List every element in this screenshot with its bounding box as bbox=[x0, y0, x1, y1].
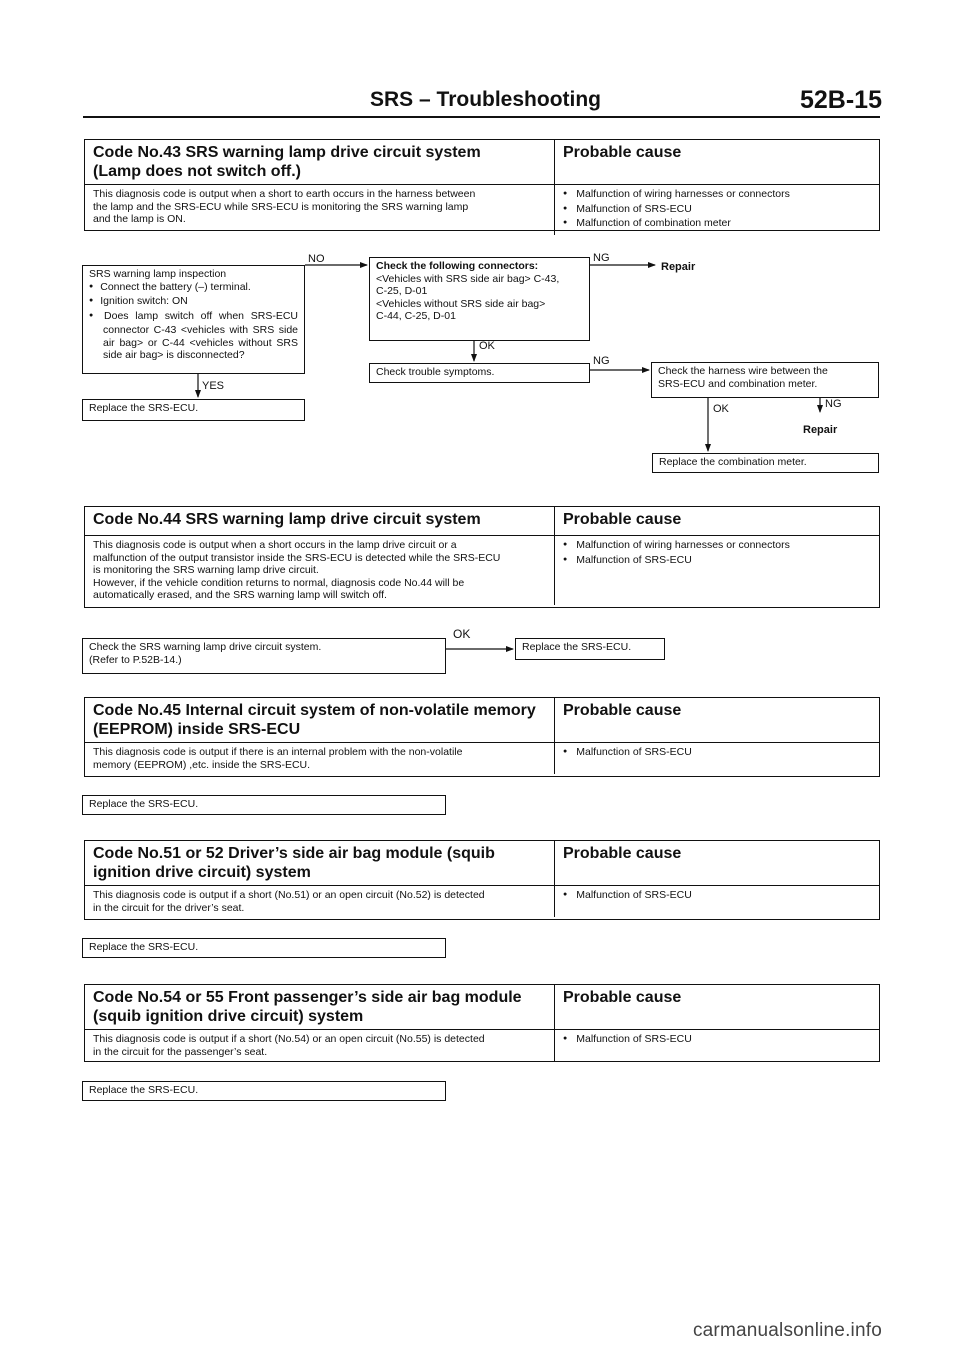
list-item: ● Malfunction of wiring harnesses or connectors bbox=[563, 188, 871, 203]
check-drive-circuit-box: Check the SRS warning lamp drive circuit system. (Refer to P.52B-14.) bbox=[82, 638, 446, 674]
code-54-55-causes bbox=[563, 1033, 871, 1048]
replace-ecu-box-44: Replace the SRS-ECU. bbox=[515, 638, 665, 660]
list-item: ● Connect the battery (–) terminal. bbox=[89, 281, 298, 296]
page-title: SRS – Troubleshooting bbox=[370, 88, 602, 111]
connectors-title: Check the following connectors: bbox=[376, 260, 539, 272]
code-51-52-description: This diagnosis code is output if a short (No.51) or an open circuit (No.52) is detected in the circuit for the driver’s seat. bbox=[85, 886, 555, 917]
replace-meter-box: Replace the combination meter. bbox=[652, 453, 879, 473]
code-51-52-title: Code No.51 or 52 Driver’s side air bag module (squib ignition drive circuit) system bbox=[85, 841, 555, 885]
code-43-causes bbox=[563, 188, 871, 232]
repair-label-1: Repair bbox=[661, 261, 696, 273]
replace-ecu-box-54: Replace the SRS-ECU. bbox=[82, 1081, 446, 1101]
list-item: ● Malfunction of wiring harnesses or connectors bbox=[563, 539, 871, 554]
code-44-causes bbox=[563, 539, 871, 568]
harness-check-box: Check the harness wire between the SRS-ECU and combination meter. bbox=[651, 362, 879, 398]
code-44-table bbox=[84, 506, 880, 608]
repair-label-2: Repair bbox=[803, 424, 838, 436]
list-item: ● Ignition switch: ON bbox=[89, 295, 298, 310]
code-45-table bbox=[84, 697, 880, 777]
list-item: ● Malfunction of combination meter bbox=[563, 217, 871, 232]
label-ok-harness: OK bbox=[713, 403, 729, 415]
code-45-title: Code No.45 Internal circuit system of non-volatile memory (EEPROM) inside SRS-ECU bbox=[85, 698, 555, 742]
label-ng-harness: NG bbox=[825, 398, 842, 410]
lamp-inspection-box bbox=[82, 265, 305, 374]
watermark-text: carmanualsonline.info bbox=[692, 1320, 882, 1341]
replace-ecu-box-51: Replace the SRS-ECU. bbox=[82, 938, 446, 958]
list-item: ● Malfunction of SRS-ECU bbox=[563, 889, 871, 904]
code-51-52-cause-header: Probable cause bbox=[563, 845, 682, 862]
code-45-description: This diagnosis code is output if there is an internal problem with the non-volatile memory (EEPROM) ,etc. inside the SRS-ECU. bbox=[85, 743, 555, 774]
replace-ecu-box-43: Replace the SRS-ECU. bbox=[82, 399, 305, 421]
code-51-52-causes bbox=[563, 889, 871, 904]
header-rule bbox=[83, 116, 880, 118]
label-ok-44: OK bbox=[453, 627, 471, 641]
list-item: ● Malfunction of SRS-ECU bbox=[563, 1033, 871, 1048]
replace-ecu-box-45: Replace the SRS-ECU. bbox=[82, 795, 446, 815]
label-ng-connectors: NG bbox=[593, 252, 610, 264]
code-44-title: Code No.44 SRS warning lamp drive circuit system bbox=[85, 507, 555, 535]
code-43-title: Code No.43 SRS warning lamp drive circuit system (Lamp does not switch off.) bbox=[85, 140, 555, 184]
code-43-table bbox=[84, 139, 880, 231]
code-44-description: This diagnosis code is output when a short occurs in the lamp drive circuit or a malfunction of the output transistor inside the SRS-ECU is detected while the SRS-ECU is monitoring the SRS warning lamp drive circuit. However, if the vehicle condition returns to normal, diagnosis code No.44 will be automatically erased, and the SRS warning lamp will switch off. bbox=[85, 536, 555, 605]
list-item: ● Malfunction of SRS-ECU bbox=[563, 203, 871, 218]
code-54-55-table bbox=[84, 984, 880, 1062]
connectors-box: Check the following connectors: <Vehicles with SRS side air bag> C-43, C-25, D-01 <Vehicles without SRS side air bag> C-44, C-25, D-01 bbox=[369, 257, 590, 341]
label-ok-connectors: OK bbox=[479, 340, 495, 352]
list-item: ● Malfunction of SRS-ECU bbox=[563, 554, 871, 569]
page-number: 52B-15 bbox=[800, 86, 882, 114]
code-44-cause-header: Probable cause bbox=[563, 511, 682, 528]
code-43-cause-header: Probable cause bbox=[563, 144, 682, 161]
code-51-52-table bbox=[84, 840, 880, 920]
code-54-55-cause-header: Probable cause bbox=[563, 989, 682, 1006]
lamp-inspection-title: SRS warning lamp inspection bbox=[89, 268, 227, 280]
list-item: ● Does lamp switch off when SRS-ECU connector C-43 <vehicles with SRS side air bag> or C-44 <vehicles without SRS side air bag> is disconnected? bbox=[89, 310, 298, 362]
label-yes: YES bbox=[202, 380, 225, 392]
check-symptoms-box: Check trouble symptoms. bbox=[369, 363, 590, 383]
code-45-cause-header: Probable cause bbox=[563, 702, 682, 719]
code-54-55-description: This diagnosis code is output if a short (No.54) or an open circuit (No.55) is detected in the circuit for the passenger’s seat. bbox=[85, 1030, 555, 1061]
code-43-description: This diagnosis code is output when a short to earth occurs in the harness between the lamp and the SRS-ECU while SRS-ECU is monitoring the SRS warning lamp and the lamp is ON. bbox=[85, 185, 555, 235]
list-item: ● Malfunction of SRS-ECU bbox=[563, 746, 871, 761]
label-ng-symptoms: NG bbox=[593, 355, 610, 367]
code-45-causes bbox=[563, 746, 871, 761]
code-54-55-title: Code No.54 or 55 Front passenger’s side air bag module (squib ignition drive circuit) system bbox=[85, 985, 555, 1029]
label-no: NO bbox=[308, 253, 325, 265]
